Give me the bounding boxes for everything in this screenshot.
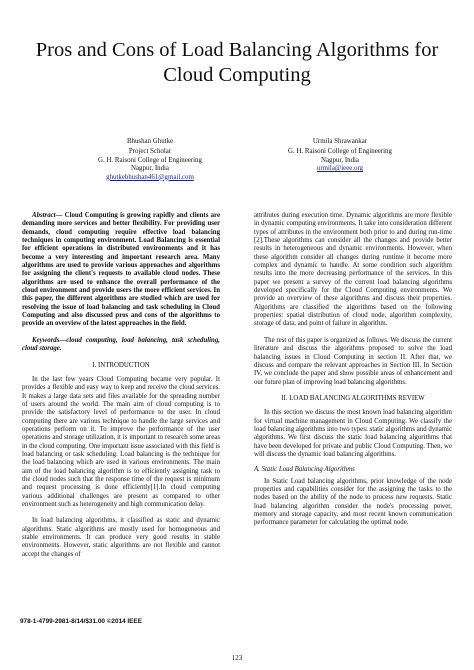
section-heading-review: II. LOAD BALANCING ALGORITHMS REVIEW	[281, 394, 425, 402]
author-role: Project Scholar	[128, 148, 172, 156]
right-paragraph-2: The rest of this paper is organized as follows. We discuss the current literature and discuss the algorithms proposed to solve the load balancing issues in Cloud Computing in section II. After that, we discuss and compare the relevant approaches in Section III. In Section IV, we conclude the paper and show possible areas of enhancement and our future plan of improving load balancing algorithms.	[254, 336, 452, 386]
footer-isbn: 978-1-4799-2981-8/14/$31.00 ©2014 IEEE	[20, 618, 142, 625]
paper-title	[20, 38, 454, 88]
author-affiliation: G. H. Raisoni College of Engineering	[98, 156, 202, 164]
author-email-link[interactable]: urmila@ieee.org	[316, 165, 364, 173]
author-name: Urmila Shrawankar	[312, 138, 368, 145]
author-city: Nagpur, India	[131, 165, 169, 173]
keywords: Keywords—cloud computing, load balancing, task scheduling, cloud storage.	[22, 336, 220, 353]
left-column	[22, 212, 220, 559]
intro-paragraph-1: In the last few years Cloud Computing became very popular. It provides a flexible and easy way to keep and receive the cloud services. It makes a large data sets and files available for the spreading number of users around the world. The main aim of cloud computing is to provide the satisfactory level of performance to the user. In cloud computing there are various technique to handle the large services and operations perform on it. To improve the performance of the user operations and storage utilization, it is important to research some areas in the cloud computing. One important issue associated with this field is load balancing or task scheduling. Load balancing is the technique for the load balancing which are used in various environments. The main aim of the load balancing algorithm is to efficiently assigning task to the cloud nodes such that the response time of the request is minimum and request processing is done efficiently[1].In cloud computing various additional challenges are present as compared to other environment such as heterogeneity and high communication delay.	[22, 375, 220, 508]
abstract-label: Abstract	[32, 212, 56, 219]
paper-title-line-2: Cloud Computing	[163, 64, 311, 86]
subsection-heading-static: A. Static Load Balancing Algorithms	[254, 466, 355, 474]
static-paragraph-1: In Static Load balancing algorithms, prior knowledge of the node properties and capabilities consider for the assigning the tasks to the nodes based on the ability of the node to process new requests. Static load balancing algorithm consider the node's processing power, memory and storage capacity, and most recent known communication performance parameter for calculating the optimal node.	[254, 477, 452, 527]
author-block-1	[60, 138, 240, 182]
right-column	[254, 212, 452, 528]
intro-paragraph-2: In load balancing algorithms, it classified as static and dynamic algorithms. Static algorithms are mostly used for homogeneous and stable environments. It can produce very good results in stable environments. However, static algorithms are not flexible and cannot accept the changes of	[22, 517, 220, 558]
abstract	[22, 212, 220, 329]
section-heading-introduction: I. INTRODUCTION	[92, 361, 150, 369]
abstract-text: Cloud Computing is growing rapidly and clients are demanding more services and better flexibility. For providing user demands, cloud computing require effective load balancing techniques in computing environment. Load Balancing is essential for efficient operations in distributed environments and it has become a very interesting and important research area. Many algorithms are used to provide various approaches and algorithms for assigning the client's requests to available cloud nodes. These algorithms are used to enhance the overall performance of the cloud environment and provide users the more efficient services. In this paper, the different algorithms are studied which are used for resolving the issue of load balancing and task scheduling in Cloud Computing and also discussed pros and cons of the algorithms to provide an overview of the latest approaches in the field.	[22, 212, 220, 328]
author-block-2	[250, 138, 430, 174]
review-paragraph-1: In this section we discuss the most known load balancing algorithm for virtual machine management in Cloud Computing. We classify the load balancing algorithms into two types: static algorithms and dynamic algorithms. We first discuss the static load balancing algorithms that have been developed for private and public Cloud Computing. Then, we will discuss the dynamic load balancing algorithms.	[254, 409, 452, 458]
page-number: 123	[231, 654, 243, 662]
right-paragraph-1: attributes during execution time. Dynamic algorithms are more flexible in dynamic computing environments. It take into consideration different types of attributes in the environment both prior to and during run-time [2].These algorithms can consider all the changes and provide better results in heterogeneous and dynamic environments. However, when these algorithm consider all changes during runtime it become more complex and dynamic to handle. At some condition such algorithm results into the more decreasing performance of the services. In this paper we present a survey of the current load balancing algorithms developed specifically for the Cloud Computing environments. We provide an overview of these algorithms and discuss their properties. Algorithms are classified the algorithms based on the following properties: spatial distribution of cloud node, algorithm complexity, storage of data, and point of failure in algorithm.	[254, 212, 452, 328]
paper-title-line-1: Pros and Cons of Load Balancing Algorithms for	[35, 39, 439, 61]
author-name: Bhushan Ghutke	[126, 138, 174, 145]
author-email-link[interactable]: ghutkebhushan461@gmail.com	[106, 173, 194, 181]
author-city: Nagpur, India	[321, 156, 359, 164]
author-affiliation: G. H. Raisoni College of Engineering	[288, 148, 392, 156]
abstract-dash: —	[55, 212, 65, 219]
